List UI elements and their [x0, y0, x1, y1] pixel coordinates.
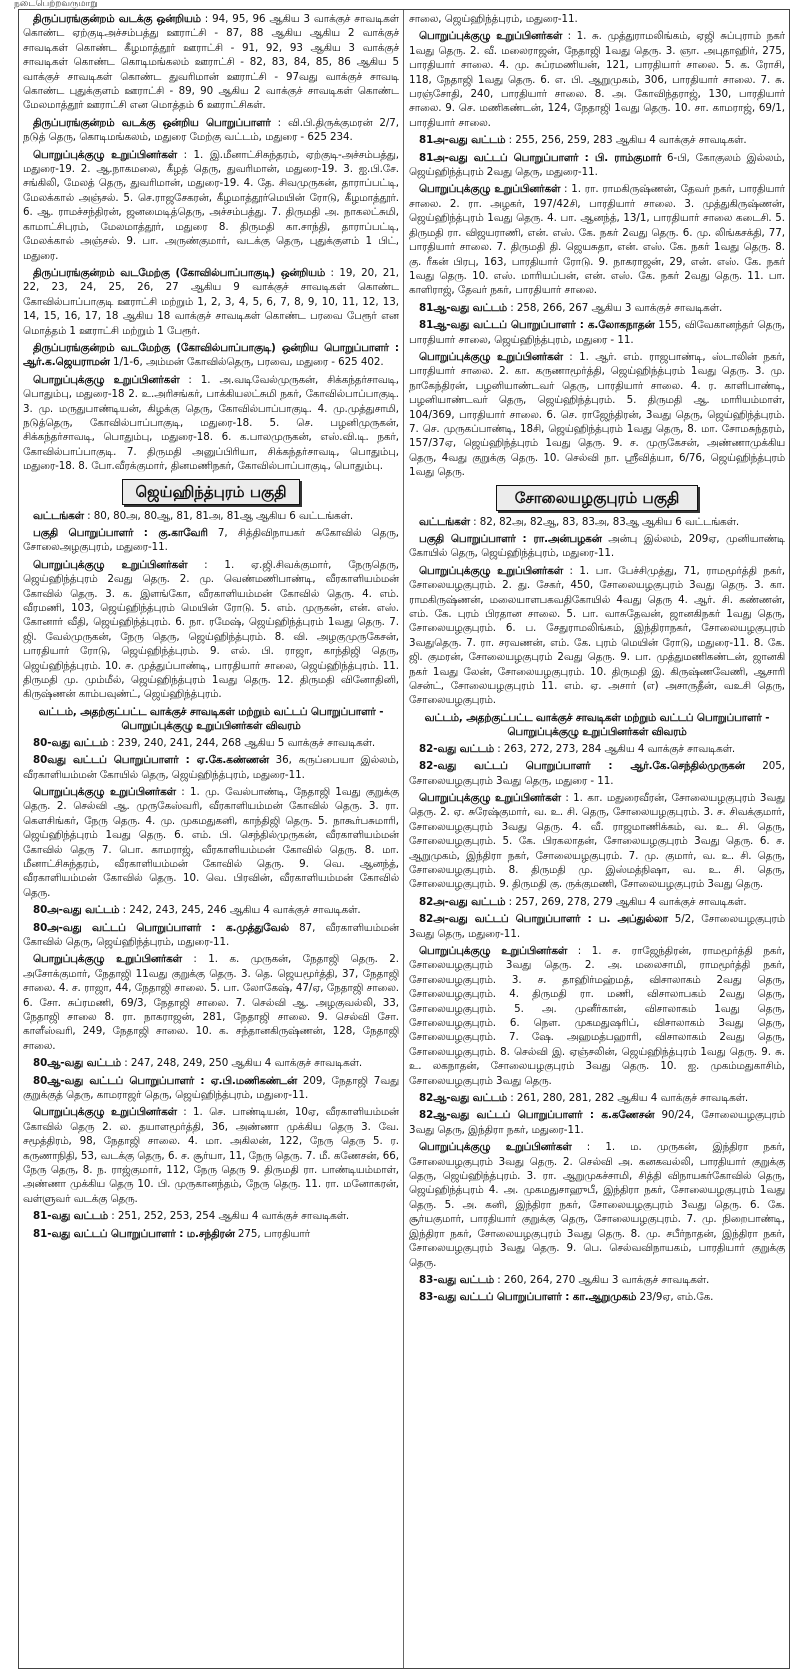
right-paragraph-heading: பொறுப்புக்குழு உறுப்பினர்கள்	[419, 183, 561, 196]
right-paragraph-body: 90/24, சோலையழகுபுரம் 3வது தெரு, இந்திரா நகர், மதுரை-11.	[409, 1109, 785, 1136]
right-paragraph-heading: 81ஆ-வது வட்டப் பொறுப்பாளர் : க.லோகநாதன்	[419, 319, 655, 332]
left-paragraph	[23, 558, 399, 702]
left-paragraph	[23, 1056, 399, 1070]
right-paragraph-body: 155, விவேகானந்தர் தெரு, பாரதியார் சாலை, ஜெய்ஹிந்த்புரம், மதுரை - 11.	[409, 319, 785, 346]
right-paragraph-heading: பொறுப்புக்குழு உறுப்பினர்கள்	[419, 350, 563, 363]
right-paragraph-heading: பொறுப்புக்குழு உறுப்பினர்கள்	[419, 944, 568, 957]
left-paragraph-heading: 80ஆ-வது வட்டம்	[33, 1057, 121, 1070]
left-paragraph-body: : 242, 243, 245, 246 ஆகிய 4 வாக்குச் சாவடிகள்.	[119, 904, 361, 917]
right-subheading: வட்டம், அதற்குட்பட்ட வாக்குச் சாவடிகள் மற்றும் வட்டப் பொறுப்பாளர் - பொறுப்புக்குழு உறுப்பினர்கள் விவரம்	[424, 711, 770, 739]
left-paragraph-heading: பொறுப்புக்குழு உறுப்பினர்கள்	[33, 953, 182, 966]
right-paragraph-body: 6-பி, கோகுலம் இல்லம், ஜெய்ஹிந்த்புரம் 2வது தெரு, மதுரை-11.	[409, 151, 785, 179]
right-paragraph	[409, 1290, 785, 1304]
right-paragraph-heading: பகுதி பொறுப்பாளர் : ரா.அன்பழகன்	[419, 533, 602, 545]
right-paragraph-body: : 1. சு. முத்துராமலிங்கம், ஏஜி சுப்புராம் நகர் 1வது தெரு. 2. வீ. மலைராஜன், நேதாஜி 1வது தெரு. 3. ஞா. அபுதாஹிர், 275, பாரதியார் சாலை. 4. மு. சுப்ரமணியன், 121, பாரதியார் சாலை. 5. க. ரோசி, 118, நேதாஜி 1வது தெரு. 6. எ. பி. ஆறுமுகம், 306, பாரதியார் சாலை. 7. சு. பரஞ்சோதி, 240, பாரதியார் சாலை. 8. அ. கோவிந்தராஜ், 130, பாரதியார் சாலை. 9. செ. மணிகண்டன், 124, நேதாஜி 1வது தெரு. 10. சா. காமராஜ், 69/1, பாரதியார் சாலை.	[409, 30, 785, 129]
right-paragraph-body: : 263, 272, 273, 284 ஆகிய 4 வாக்குச் சாவடிகள்.	[494, 742, 736, 755]
right-paragraph	[409, 1140, 785, 1270]
right-paragraph-heading: 82-வது வட்டப் பொறுப்பாளர் : ஆர்.கே.செந்தில்முருகன்	[419, 760, 745, 773]
left-paragraph-body: 7, சித்திவிநாயகர் சுகோவில் தெரு, சோலைஅழகுபுரம், மதுரை-11.	[23, 527, 399, 554]
right-paragraph-body: : 1. ஆர். எம். ராஜபாண்டி, ஸ்டாலின் நகர், பாரதியார் சாலை. 2. கா. கருணாமூர்த்தி, ஜெய்ஹிந்த்புரம் 1வது தெரு. 3. மு. நாகேந்திரன், பழனியாண்டவர் தெரு, பாரதியார் சாலை. 4. ர. காளிபாண்டி, பழனியாண்டவர் தெரு, ஜெய்ஹிந்த்புரம். 5. திருமதி ஆ. மாரியம்மாள், 104/369, பாரதியார் சாலை. 6. செ. ராஜேந்திரன், 3வது தெரு, ஜெய்ஹிந்த்புரம். 7. செ. முருகப்பாண்டி, 18சி, ஜெய்ஹிந்த்புரம் 1வது தெரு, 8. மா. சோமசுந்தரம், 157/37ஏ, ஜெய்ஹிந்த்புரம் 1வது தெரு. 9. ச. முருகேசன், அண்ணாமுக்கிய தெரு, 4வது குறுக்கு தெரு. 10. செல்வி நா. ஸ்ரீவித்யா, 6/76, ஜெய்ஹிந்த்புரம் 1வது தெரு.	[409, 350, 785, 479]
left-paragraph-body: : 94, 95, 96 ஆகிய 3 வாக்குச் சாவடிகள் கொண்ட ஏற்குடிஅச்சம்பத்து ஊராட்சி - 87, 88 ஆகிய ஆகிய 2 வாக்குச் சாவடிகள் கொண்ட கீழமாத்தூர் ஊராட்சி - 91, 92, 93 ஆகிய 3 வாக்குச் சாவடிகள் கொண்ட கொடிமங்கலம் ஊராட்சி - 82, 83, 84, 85, 86 ஆகிய 5 வாக்குச் சாவடிகள் கொண்ட துவரிமான் ஊராட்சி - 97வது வாக்குச் சாவடி கொண்ட புதுக்குளம் ஊராட்சி - 89, 90 ஆகிய 2 வாக்குச் சாவடிகள் கொண்ட மேலமாத்தூர் ஊராட்சி என மொத்தம் 6 ஊராட்சிகள்.	[23, 13, 399, 112]
left-paragraph	[23, 952, 399, 1053]
left-paragraph-heading: பொறுப்புக்குழு உறுப்பினர்கள்	[33, 785, 176, 798]
left-paragraph-heading: 80அ-வது வட்டம்	[33, 904, 120, 917]
left-paragraph-heading: 81-வது வட்டம்	[33, 1210, 109, 1223]
right-paragraph-body: : 1. கா. மதுரைவீரன், சோலையழகுபுரம் 3வது தெரு. 2. ஏ. சுரேஷ்குமார், வ. உ. சி. தெரு, சோலையழகுபுரம். 3. ச. சிவக்குமார், சோலையழகுபுரம் 3வது தெரு. 4. வீ. ராஜமாணிக்கம், வ. உ. சி. தெரு, சோலையழகுபுரம். 5. கே. பிரகலாதன், சோலையழகுபுரம் 3வது தெரு. 6. ச. ஆறுமுகம், இந்திரா நகர், சோலையழகுபுரம். 7. மு. குமார், வ. உ. சி. தெரு, சோலையழகுபுரம். 8. திருமதி மு. இஸ்மத்நிஷா, வ. உ. சி. தெரு, சோலையழகுபுரம். 9. திருமதி கு. ருக்குமணி, சோலையழகுபுரம் 3வது தெரு.	[409, 791, 785, 891]
left-paragraph	[23, 266, 399, 338]
newspaper-page	[18, 9, 790, 1669]
right-paragraph-heading: 82அ-வது வட்டப் பொறுப்பாளர் : ப. அப்துல்லா	[419, 913, 668, 926]
right-paragraph-heading: 81அ-வது வட்டம்	[419, 134, 506, 147]
left-paragraph-heading: திருப்பரங்குன்றம் வடமேற்கு (கோவில்பாப்பாகுடி) ஒன்றியம்	[33, 266, 326, 279]
left-paragraph	[23, 148, 399, 263]
right-paragraph-heading: 81ஆ-வது வட்டம்	[419, 301, 507, 314]
right-paragraph-body: சாலை, ஜெய்ஹிந்த்புரம், மதுரை-11.	[409, 13, 578, 25]
right-paragraph-body: : 1. ரா. ராமகிருஷ்ணன், தேவர் நகர், பாரதியார் சாலை. 2. ரா. அழகர், 197/42சி, பாரதியார் சாலை. 3. முத்துகிருஷ்ணன், ஜெய்ஹிந்த்புரம் 1வது தெரு. 4. பா. ஆனந்த், 13/1, பாரதியார் சாலை கடைசி. 5. திருமதி ரா. விஜயராணி, என். எஸ். கே. நகர் 2வது தெரு. 6. மு. லிங்கசக்தி, 77, பாரதியார் சாலை. 7. திருமதி தி. ஜெயசுதா, என். எஸ். கே. நகர் 1வது தெரு. 8. கு. ரீகன் பிரபு, 163, பாரதியார் ரோடு. 9. நாகராஜன், 29, என். எஸ். கே. நகர் 1வது தெரு. 10. எஸ். மாரியப்பன், என். எஸ். கே. நகர் 2வது தெரு. 11. பா. காளிராஜ், தேவர் நகர், பாரதியார் சாலை.	[409, 183, 785, 297]
right-paragraph	[409, 791, 785, 892]
right-paragraph	[409, 318, 785, 347]
left-paragraph	[23, 903, 399, 917]
left-paragraph-body: 87, வீரகாளியம்மன் கோவில் தெரு, ஜெய்ஹிந்த்புரம், மதுரை-11.	[23, 921, 399, 948]
left-paragraph-heading: பொறுப்புக்குழு உறுப்பினர்கள்	[33, 148, 178, 161]
left-paragraph	[23, 921, 399, 950]
right-paragraph	[409, 151, 785, 180]
right-paragraph	[409, 564, 785, 708]
right-paragraph-body: : 260, 264, 270 ஆகிய 3 வாக்குச் சாவடிகள்.	[494, 1273, 710, 1286]
right-paragraph-body: : 1. ச. ராஜேந்திரன், ராமமூர்த்தி நகர், சோலையழகுபுரம் 3வது தெரு. 2. அ. மலைசாமி, ராமமூர்த்தி நகர், சோலையழகுபுரம். 3. ச. தாஹிர்மஹ்மத், விசாலாகம் 2வது தெரு, சோலையழகுபுரம். 4. திருமதி ரா. மணி, விசாலாபகம் 2வது தெரு, சோலையழகுபுரம். 5. அ. முனீர்கான், விசாலாகம் 1வது தெரு, சோலையழகுபுரம். 6. நௌ. முகமதுஷரிப், விசாலாகம் 3வது தெரு, சோலையழகுபுரம். 7. ஷே. அஹமத்பஹாரி, விசாலாகம் 2வது தெரு, சோலையழகுபுரம். 8. செல்வி இ. ஏஞ்சலின், ஜெய்ஹிந்த்புரம் 1வது தெரு. 9. சு. உ. லகநாதன், சோலையழகுபுரம் 3வது தெரு. 10. ஐ. முகம்மதுகாசிம், சோலையழகுபுரம் 3வது தெரு.	[409, 944, 785, 1087]
left-paragraph-heading: திருப்பரங்குன்றம் வடக்கு ஒன்றியம்	[33, 13, 201, 25]
right-paragraph	[409, 350, 785, 480]
right-paragraph	[409, 12, 785, 26]
left-paragraph-heading: 80ஆ-வது வட்டப் பொறுப்பாளர் : ஏ.பி.மணிகண்டன்	[33, 1074, 297, 1087]
right-column	[409, 12, 785, 1666]
right-paragraph-body: : 258, 266, 267 ஆகிய 3 வாக்குச் சாவடிகள்.	[506, 301, 723, 314]
right-paragraph-body: அன்பு இல்லம், 209ஏ, முனியாண்டி கோயில் தெரு, ஜெய்ஹிந்த்புரம், மதுரை-11.	[409, 533, 785, 560]
right-paragraph-heading: 83-வது வட்டப் பொறுப்பாளர் : கா.ஆறுமுகம்	[419, 1291, 637, 1304]
left-paragraph-heading: 80-வது வட்டம்	[33, 736, 109, 749]
left-paragraph-body: : 239, 240, 241, 244, 268 ஆகிய 5 வாக்குச் சாவடிகள்.	[108, 736, 376, 749]
top-strip: நடைபெற்றவருமாறு	[14, 0, 98, 9]
right-paragraph-heading: 82ஆ-வது வட்டம்	[419, 1092, 507, 1105]
left-column	[23, 12, 399, 1666]
left-paragraph	[23, 1105, 399, 1206]
right-paragraph	[409, 1273, 785, 1287]
right-paragraph	[409, 895, 785, 909]
right-paragraph-heading: பொறுப்புக்குழு உறுப்பினர்கள்	[419, 564, 563, 577]
left-paragraph-body: 209, நேதாஜி 7வது குறுக்குத் தெரு, காமராஜர் தெரு, ஜெய்ஹிந்த்புரம், மதுரை-11.	[23, 1074, 399, 1102]
left-paragraph	[23, 736, 399, 750]
left-paragraph-heading: பொறுப்புக்குழு உறுப்பினர்கள்	[33, 1106, 177, 1119]
left-paragraph-body: 1/1-6, அம்மன் கோவில்தெரு, பரவை, மதுரை - 625 402.	[109, 356, 384, 369]
left-paragraph-body: 275, பாரதியார்	[234, 1227, 310, 1240]
right-paragraph-body: : 257, 269, 278, 279 ஆகிய 4 வாக்குச் சாவடிகள்.	[505, 895, 747, 908]
left-paragraph	[23, 1227, 399, 1241]
left-paragraph	[23, 1074, 399, 1103]
right-paragraph	[409, 29, 785, 130]
left-paragraph	[23, 12, 399, 113]
left-paragraph	[23, 1209, 399, 1223]
left-paragraph-heading: 80வது வட்டப் பொறுப்பாளர் : ஏ.கே.கண்ணன்	[33, 754, 269, 767]
left-paragraph	[23, 785, 399, 900]
left-paragraph-heading: திருப்பரங்குன்றம் வடக்கு ஒன்றிய பொறுப்பாளர்	[33, 116, 271, 129]
left-paragraph-heading: 81-வது வட்டப் பொறுப்பாளர் : ம.சந்திரன்	[33, 1227, 235, 1240]
right-paragraph	[409, 1108, 785, 1137]
left-paragraph-heading: திருப்பரங்குன்றம் வடமேற்கு (கோவில்பாப்பாகுடி) ஒன்றிய பொறுப்பாளர் : ஆர்.க.ஜெயராமன்	[23, 341, 399, 369]
right-paragraph	[409, 532, 785, 561]
right-paragraph-heading: பொறுப்புக்குழு உறுப்பினர்கள்	[419, 30, 563, 43]
right-paragraph	[409, 515, 785, 529]
left-paragraph-body: : 1. க. முருகன், நேதாஜி தெரு. 2. அசோக்குமார், நேதாஜி 11வது குறுக்கு தெரு. 3. தெ. ஜெயமூர்த்தி, 37, நேதாஜி சாலை. 4. ச. ராஜா, 44, நேதாஜி சாலை. 5. பா. லோகேஷ், 47/ஏ, நேதாஜி சாலை. 6. சோ. சுப்ரமணி, 69/3, நேதாஜி சாலை. 7. செல்வி ஆ. அழகுவல்லி, 33, நேதாஜி சாலை 8. ரா. நாகராஜன், 281, நேதாஜி சாலை. 9. செல்வி சோ. காளீஸ்வரி, 249, நேதாஜி சாலை. 10. க. சந்தானகிருஷ்ணன், 128, நேதாஜி சாலை.	[23, 953, 399, 1052]
column-divider	[403, 10, 404, 1668]
right-paragraph-heading: 82-வது வட்டம்	[419, 742, 495, 755]
left-paragraph	[23, 341, 399, 370]
left-paragraph-heading: வட்டங்கள்	[33, 509, 84, 522]
left-subheading: வட்டம், அதற்குட்பட்ட வாக்குச் சாவடிகள் மற்றும் வட்டப் பொறுப்பாளர் - பொறுப்புக்குழு உறுப்பினர்கள் விவரம்	[38, 705, 384, 733]
right-paragraph	[409, 912, 785, 941]
left-paragraph-heading: 80அ-வது வட்டப் பொறுப்பாளர் : க.முத்துவேல்	[33, 921, 289, 934]
left-paragraph-body: : 251, 252, 253, 254 ஆகிய 4 வாக்குச் சாவடிகள்.	[108, 1210, 350, 1223]
right-paragraph-heading: பொறுப்புக்குழு உறுப்பினர்கள்	[419, 1141, 572, 1154]
left-paragraph-body: : வி.பி.திருக்குமரன் 2/7, நடுத் தெரு, கொடிமங்கலம், மதுரை மேற்கு வட்டம், மதுரை - 625 234.	[23, 116, 399, 144]
right-paragraph-heading: 81அ-வது வட்டப் பொறுப்பாளர் : பி. ராம்குமார்	[419, 151, 662, 164]
right-section-heading: சோலையழகுபுரம் பகுதி	[496, 485, 698, 511]
right-paragraph-body: 23/9ஏ, எம்.கே.	[636, 1291, 714, 1304]
left-paragraph	[23, 116, 399, 145]
right-paragraph-heading: 83-வது வட்டம்	[419, 1273, 495, 1286]
right-paragraph-body: : 82, 82அ, 82ஆ, 83, 83அ, 83ஆ ஆகிய 6 வட்டங்கள்.	[469, 515, 740, 528]
left-paragraph-body: : 19, 20, 21, 22, 23, 24, 25, 26, 27 ஆகிய 9 வாக்குச் சாவடிகள் கொண்ட கோவில்பாப்பாகுடி ஊராட்சி மற்றும் 1, 2, 3, 4, 5, 6, 7, 8, 9, 10, 11, 12, 13, 14, 15, 16, 17, 18 ஆகிய 18 வாக்குச் சாவடிகள் கொண்ட பரவை பேரூர் என மொத்தம் 1 ஊராட்சி மற்றும் 1 பேரூர்.	[23, 266, 399, 337]
right-paragraph-body: : 255, 256, 259, 283 ஆகிய 4 வாக்குச் சாவடிகள்.	[505, 134, 747, 147]
right-paragraph	[409, 742, 785, 756]
left-paragraph-body: : 1. அ.வடிவேல்முருகன், சிக்கந்தர்சாவடி, பொதும்பு, மதுரை-18 2. உ.அரிசங்கர், பாக்கியலட்சுமி நகர், கோவில்பாப்பாகுடி. 3. மு. மருதுபாண்டியன், கிழக்கு தெரு, கோவில்பாப்பாகுடி. 4. மு.முத்துசாமி, நடுத்தெரு, கோவில்பாப்பாகுடி, மதுரை-18. 5. செ. பழனிமுருகன், சிக்கந்தர்சாவடி, பொதும்பு, மதுரை-18. 6. க.பாலமுருகன், எஸ்.வி.டி. நகர், கோவில்பாப்பாகுடி. 7. திருமதி அனுப்பிரியா, சிக்கந்தர்சாவடி, பொதும்பு, மதுரை-18. 8. போ.வீரக்குமார், தினமணிநகர், கோவில்பாப்பாகுடி, பொதும்பு.	[23, 373, 399, 473]
right-paragraph	[409, 133, 785, 147]
left-paragraph	[23, 509, 399, 523]
left-paragraph	[23, 373, 399, 474]
right-paragraph-body: 5/2, சோலையழகுபுரம் 3வது தெரு, மதுரை-11.	[409, 913, 785, 940]
right-paragraph-body: : 1. ம. முருகன், இந்திரா நகர், சோலையழகுபுரம் 3வது தெரு. 2. செல்வி அ. கனகவல்லி, பாரதியார் குறுக்கு தெரு, ஜெய்ஹிந்த்புரம். 3. ரா. ஆறுமுகச்சாமி, சித்தி விநாயகர்கோவில் தெரு, ஜெய்ஹிந்த்புரம் 4. அ. முகமதுசாஹுபீ, இந்திரா நகர், சோலையழகுபுரம் 1வது தெரு. 5. அ. கனி, இந்திரா நகர், சோலையழகுபுரம் 3வது தெரு. 6. கே. சூர்யகுமார், பாரதியார் குறுக்கு தெரு, சோலையழகுபுரம். 7. மு. நிறைபாண்டி, இந்திரா நகர், சோலையழகுபுரம் 3வது தெரு. 8. மு. சபீர்நாதன், இந்திரா நகர், சோலையழகுபுரம் 3வது தெரு. 9. பெ. செல்வவிநாயகம், பாரதியார் குறுக்கு தெரு.	[409, 1141, 785, 1269]
right-paragraph-body: : 1. பா. பேச்சிமுத்து, 71, ராமமூர்த்தி நகர், சோலையழகுபுரம். 2. து. சேகர், 450, சோலையழகுபுரம் 3வது தெரு. 3. கா. ராமகிருஷ்ணன், மலையாளபகவதிகோயில் 4வது தெரு 4. ஆர். சி. கண்ணன், எம். கே. புரம் பிரதான சாலை. 5. பா. வாசுதேவன், ஜானகிநகர் 1வது தெரு, சோலையழகுபுரம். 6. ப. சேதுராமலிங்கம், இந்திராநகர், சோலையழகுபுரம் 3வதுதெரு. 7. ரா. சரவணன், எம். கே. புரம் மெயின் ரோடு, மதுரை-11. 8. கே. ஜி. குமரன், சோலையழகுபுரம் 2வது தெரு. 9. பா. முத்துமணிகண்டன், ஜானகி நகர் 1வது லேன், சோலையழகுபுரம். 10. திருமதி இ. கிருஷ்ணவேணி, ஆசாரி சென்ட், சோலையழகுபுரம் 11. எம். ஏ. அசார் (எ) அசாருதீன், வஉசி தெரு, சோலையழகுபுரம்.	[409, 564, 785, 707]
left-paragraph-body: : 1. இ.மீனாட்சிசுந்தரம், ஏற்குடி-அச்சம்பத்து, மதுரை-19. 2. ஆ.நாகமலை, கீழத் தெரு, துவரிமான், மதுரை-19. 3. ஐ.பி.சே. சங்கிலி, மேலத் தெரு, துவரிமான், மதுரை-19. 4. தே. சிவமுருகன், தாராப்பட்டி, மேலக்கால் அஞ்சல். 5. செ.ராஜசேகரன், கீழமாத்தூர்மெயின் ரோடு, கீழமாத்தூர். 6. ஆ. ராமச்சந்திரன், ஜனமைடித்தெரு, அச்சம்பத்து. 7. திருமதி அ. நாகலட்சுமி, காமாட்சிபுரம், மேலமாத்தூர், மதுரை 8. திருமதி கா.சாந்தி, தாராப்பட்டி, மேலக்கால் அஞ்சல். 9. பா. அருண்குமார், வடக்கு தெரு, புதுக்குளம் 1 பிட், மதுரை.	[23, 148, 399, 262]
left-paragraph	[23, 526, 399, 555]
right-paragraph-body: 205, சோலையழகுபுரம் 3வது தெரு, மதுரை - 11.	[409, 760, 785, 787]
right-paragraph-body: : 261, 280, 281, 282 ஆகிய 4 வாக்குச் சாவடிகள்.	[506, 1092, 749, 1105]
right-paragraph	[409, 301, 785, 315]
left-paragraph-body: : 247, 248, 249, 250 ஆகிய 4 வாக்குச் சாவடிகள்.	[120, 1057, 363, 1070]
right-paragraph	[409, 944, 785, 1088]
right-paragraph	[409, 182, 785, 297]
right-paragraph-heading: வட்டங்கள்	[419, 515, 470, 528]
right-paragraph	[409, 759, 785, 788]
right-paragraph	[409, 1091, 785, 1105]
right-paragraph-heading: 82அ-வது வட்டம்	[419, 895, 506, 908]
right-paragraph-heading: 82ஆ-வது வட்டப் பொறுப்பாளர் : க.கணேசன்	[419, 1109, 655, 1122]
left-paragraph-body: : 80, 80அ, 80ஆ, 81, 81அ, 81ஆ ஆகிய 6 வட்டங்கள்.	[83, 509, 354, 522]
right-paragraph-heading: பொறுப்புக்குழு உறுப்பினர்கள்	[419, 791, 561, 804]
left-paragraph	[23, 753, 399, 782]
left-paragraph-heading: பொறுப்புக்குழு உறுப்பினர்கள்	[33, 558, 188, 571]
left-paragraph-body: : 1. ஏ.ஜி.சிவக்குமார், நேருதெரு, ஜெய்ஹிந்த்புரம் 2வது தெரு. 2. மு. வெண்மணிபாண்டி, வீரகாளியம்மன் கோவில் தெரு. 3. க. இளங்கோ, வீரகாளியம்மன் கோவில் தெரு. 4. எம். வீரமணி, 103, ஜெய்ஹிந்த்புரம் மெயின் ரோடு. 5. எம். முருகன், என். எஸ். கோனார் வீதி, ஜெய்ஹிந்த்புரம். 6. நா. ரமேஷ், ஜெய்ஹிந்த்புரம் 1வது தெரு. 7. ஜி. வேல்முருகன், நேரு தெரு, ஜெய்ஹிந்த்புரம். 8. வி. அழகுமுருகேசன், பாரதியார் ரோடு, ஜெய்ஹிந்த்புரம். 9. எல். பி. ராஜா, காந்திஜி தெரு, ஜெய்ஹிந்த்புரம். 10. ச. முத்துப்பாண்டி, பாரதியார் சாலை, ஜெய்ஹிந்த்புரம். 11. திருமதி மு. மும்மீல், ஜெய்ஹிந்த்புரம் 1வது தெரு. 12. திருமதி வினோதினி, கிருஷ்ணன் காம்பவுண்ட், ஜெய்ஹிந்த்புரம்.	[23, 558, 399, 701]
left-section-heading: ஜெய்ஹிந்த்புரம் பகுதி	[122, 479, 300, 505]
left-paragraph-body: 36, கருப்பையா இல்லம், வீரகாளியம்மன் கோயில் தெரு, ஜெய்ஹிந்த்புரம், மதுரை-11.	[23, 754, 399, 781]
left-paragraph-body: : 1. செ. பாண்டியன், 10ஏ, வீரகாளியம்மன் கோவில் தெரு 2. ல. தயாளமூர்த்தி, 36, அண்ணா முக்கிய தெரு 3. வே. சமூத்திரம், 98, நேதாஜி சாலை. 4. மா. அகிலன், 122, நேரு தெரு 5. ர. கருணாநிதி, 53, வடக்கு தெரு, 6. ச. சூர்யா, 11, நேரு தெரு. 7. மீ. கணேசன், 66, நேரு தெரு, 8. ந. ராஜ்குமார், 112, நேரு தெரு 9. திருமதி ரா. பாண்டியம்மாள், அண்ணா முக்கிய தெரு 10. பி. முருகானந்தம், நேரு தெரு. 11. ரா. மனோகரன், வள்ளுவர் வடக்கு தெரு.	[23, 1106, 399, 1205]
left-paragraph-body: : 1. மு. வேல்பாண்டி, நேதாஜி 1வது குறுக்கு தெரு. 2. செல்வி ஆ. முருகேஸ்வரி, வீரகாளியம்மன் கோவில் தெரு. 3. ரா. கௌசிங்கர், நேரு தெரு. 4. மு. முகமதுகனி, காந்திஜி தெரு. 5. நாகூர்பசுமாரி, ஜெய்ஹிந்த்புரம் 1வது தெரு. 6. எம். பி. செந்தில்முருகன், வீரகாளியம்மன் கோவில் தெரு 7. பொ. காமராஜ், வீரகாளியம்மன் கோவில் தெரு. 8. மா. மீனாட்சிசுந்தரம், வீரகாளியம்மன் கோவில் தெரு. 9. வெ. ஆனந்த், வீரகாளியம்மன் கோவில் தெரு. 10. வெ. பிரவின், வீரகாளியம்மன் கோவில் தெரு.	[23, 785, 399, 899]
left-paragraph-heading: பொறுப்புக்குழு உறுப்பினர்கள்	[33, 373, 180, 386]
left-paragraph-heading: பகுதி பொறுப்பாளர் : கு.காவேரி	[33, 527, 208, 539]
